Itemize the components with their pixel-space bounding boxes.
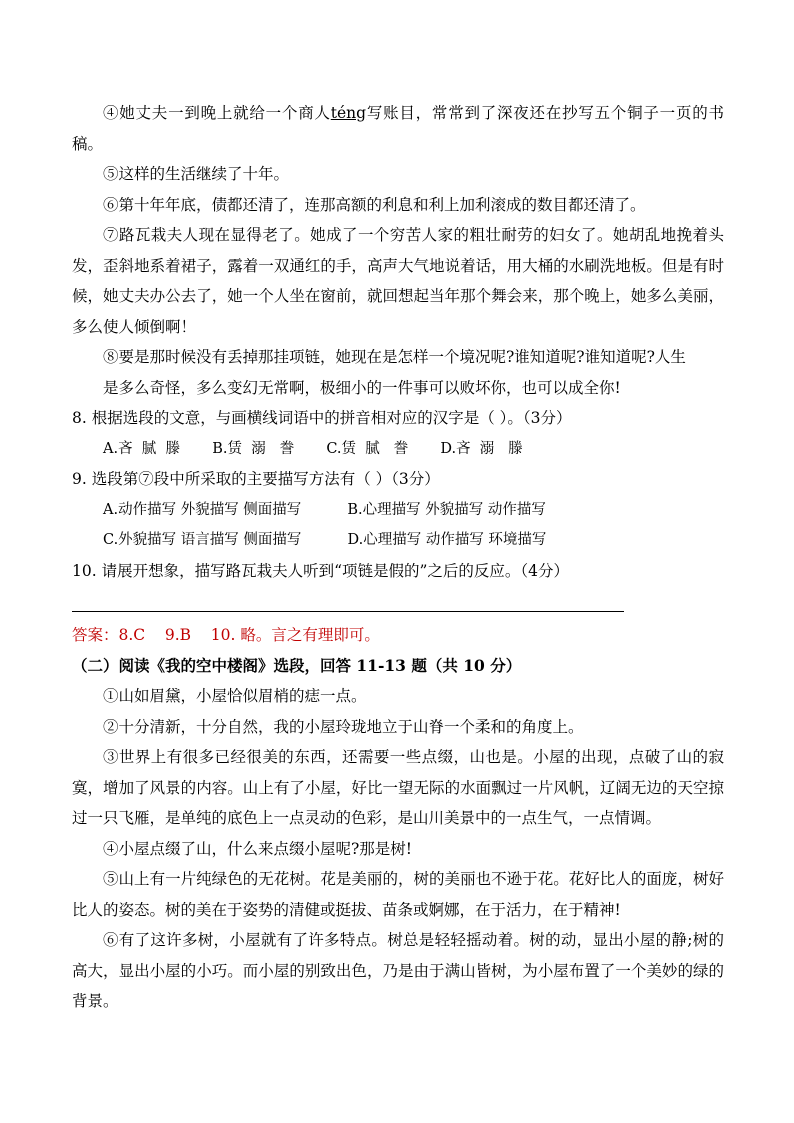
paragraph-8-line-2: 是多么奇怪，多么变幻无常啊，极细小的一件事可以败坏你，也可以成全你! <box>103 378 621 397</box>
section-2-paragraph-2: ②十分清新，十分自然，我的小屋玲珑地立于山脊一个柔和的角度上。 <box>103 717 584 736</box>
answer-blank-line <box>72 611 624 612</box>
question-9-options-1: A.动作描写 外貌描写 侧面描写 B.心理描写 外貌描写 动作描写 <box>103 501 546 518</box>
section-2-title: （二）阅读《我的空中楼阁》选段，回答 11-13 题（共 10 分） <box>72 656 522 675</box>
section-2-paragraph-6: ⑥有了这许多树，小屋就有了许多特点。树总是轻轻摇动着。树的动，显出小屋的静;树的高大，显出小屋的小巧。而小屋的别致出色，乃是由于满山皆树，为小屋布置了一个美妙的绿的背景。 <box>72 931 724 1010</box>
paragraph-6: ⑥第十年年底，债都还清了，连那高额的利息和利上加利滚成的数目都还清了。 <box>103 195 646 214</box>
paragraph-4: ④她丈夫一到晚上就给一个商人téng写账目，常常到了深夜还在抄写五个铜子一页的书稿。 <box>72 104 724 153</box>
paragraph-5: ⑤这样的生活继续了十年。 <box>103 165 290 183</box>
question-8-options: A.吝 腻 滕 B.赁 溺 誊 C.赁 腻 誊 D.吝 溺 滕 <box>103 440 523 457</box>
paragraph-8-line-1: ⑧要是那时候没有丢掉那挂项链，她现在是怎样一个境况呢?谁知道呢?谁知道呢?人生 <box>103 348 686 366</box>
section-2-paragraph-1: ①山如眉黛，小屋恰似眉梢的痣一点。 <box>103 687 367 705</box>
question-9: 9. 选段第⑦段中所采取的主要描写方法有（ ）（3分） <box>72 470 440 488</box>
underlined-pinyin: téng <box>330 104 367 122</box>
section-2-paragraph-5: ⑤山上有一片纯绿色的无花树。花是美丽的，树的美丽也不逊于花。花好比人的面庞，树好比人的姿态。树的美在于姿势的清健或挺拔、苗条或婀娜，在于活力，在于精神! <box>72 870 724 919</box>
section-2-paragraph-4: ④小屋点缀了山，什么来点缀小屋呢?那是树! <box>103 839 413 858</box>
passage-1 <box>72 98 724 586</box>
passage-2 <box>72 681 724 1017</box>
question-9-options-2: C.外貌描写 语言描写 侧面描写 D.心理描写 动作描写 环境描写 <box>103 532 547 548</box>
paragraph-7: ⑦路瓦栽夫人现在显得老了。她成了一个穷苦人家的粗壮耐劳的妇女了。她胡乱地挽着头发，歪斜地系着裙子，露着一双通红的手，高声大气地说着话，用大桶的水刷洗地板。但是有时候，她丈夫办公去了，她一个人坐在窗前，就回想起当年那个舞会来，那个晚上，她多么美丽，多么使人倾倒啊！ <box>72 226 724 336</box>
question-10: 10. 请展开想象，描写路瓦栽夫人听到“项链是假的”之后的反应。（4分） <box>72 561 570 580</box>
answer-text: 答案：8.C 9.B 10. 略。言之有理即可。 <box>72 626 380 644</box>
question-8: 8. 根据选段的文意，与画横线词语中的拼音相对应的汉字是（ ）。（3分） <box>72 409 572 427</box>
section-2-paragraph-3: ③世界上有很多已经很美的东西，还需要一些点缀，山也是。小屋的出现，点破了山的寂寞，增加了风景的内容。山上有了小屋，好比一望无际的水面飘过一片风帆，辽阔无边的天空掠过一只飞雁，是单纯的底色上一点灵动的色彩，是山川美景中的一点生气，一点情调。 <box>72 748 724 827</box>
